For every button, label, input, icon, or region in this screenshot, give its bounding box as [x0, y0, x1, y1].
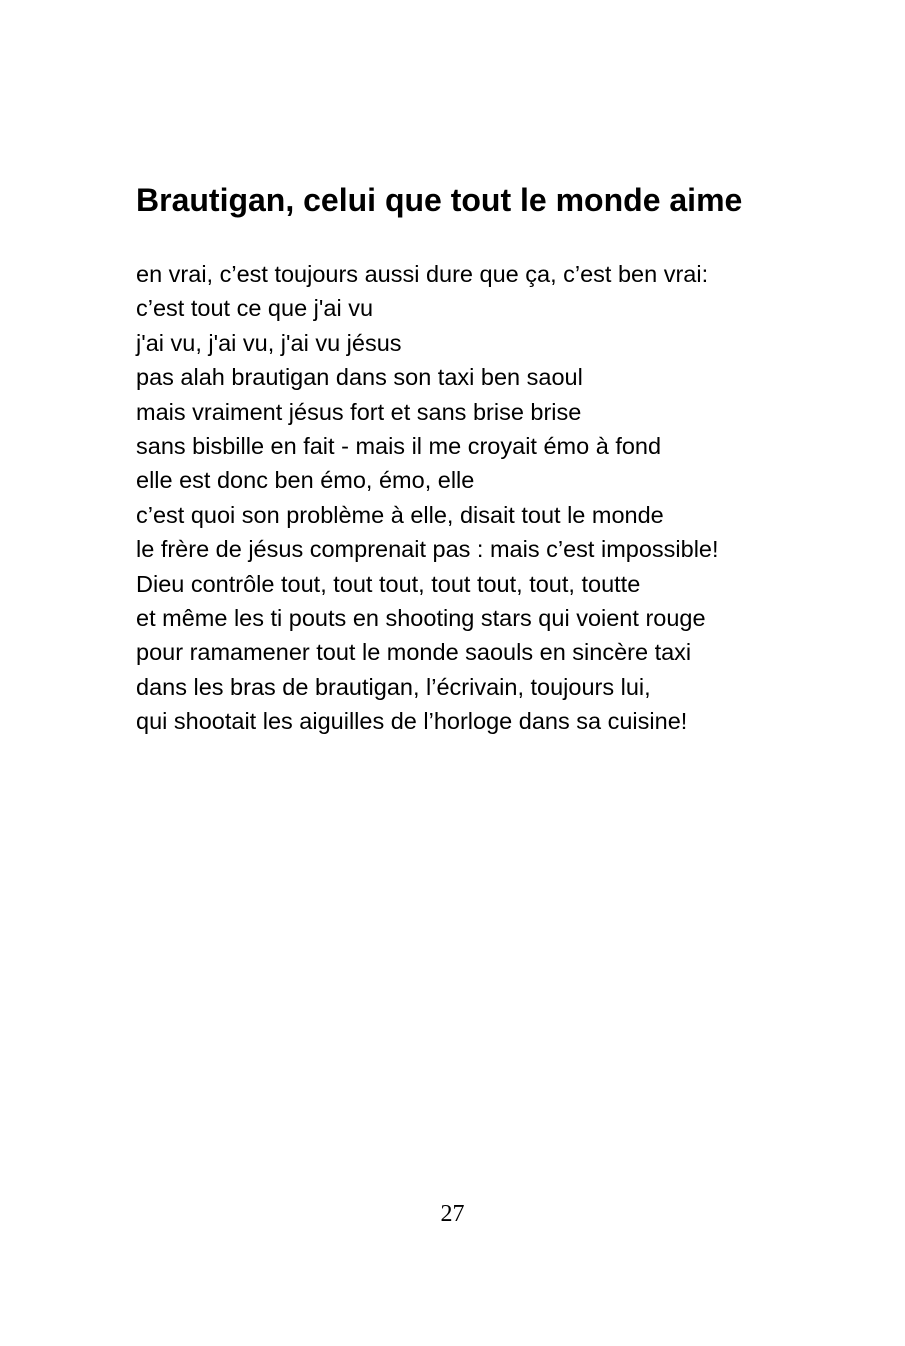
poem-line: c’est tout ce que j'ai vu [136, 295, 374, 322]
poem-line: sans bisbille en fait - mais il me croyait émo à fond [136, 433, 662, 460]
poem-line: Dieu contrôle tout, tout tout, tout tout, tout, toutte [136, 570, 641, 597]
poem-line: j'ai vu, j'ai vu, j'ai vu jésus [136, 329, 402, 356]
poem-line: pas alah brautigan dans son taxi ben saoul [136, 364, 583, 391]
poem-title: Brautigan, celui que tout le monde aime [136, 182, 743, 218]
poem-line: en vrai, c’est toujours aussi dure que ça, c’est ben vrai: [136, 261, 709, 287]
poem-line: dans les bras de brautigan, l’écrivain, toujours lui, [136, 673, 651, 700]
poem-line: qui shootait les aiguilles de l’horloge dans sa cuisine! [136, 708, 688, 735]
poem-line: le frère de jésus comprenait pas : mais c’est impossible! [136, 536, 719, 563]
poem-line: mais vraiment jésus fort et sans brise brise [136, 398, 582, 425]
poem-body [136, 257, 719, 739]
poem-line: elle est donc ben émo, émo, elle [136, 467, 475, 494]
page-number: 27 [440, 1201, 465, 1227]
poem-line: c’est quoi son problème à elle, disait tout le monde [136, 501, 664, 528]
poem-line: et même les ti pouts en shooting stars qui voient rouge [136, 605, 706, 632]
poem-line: pour ramamener tout le monde saouls en sincère taxi [136, 639, 692, 666]
